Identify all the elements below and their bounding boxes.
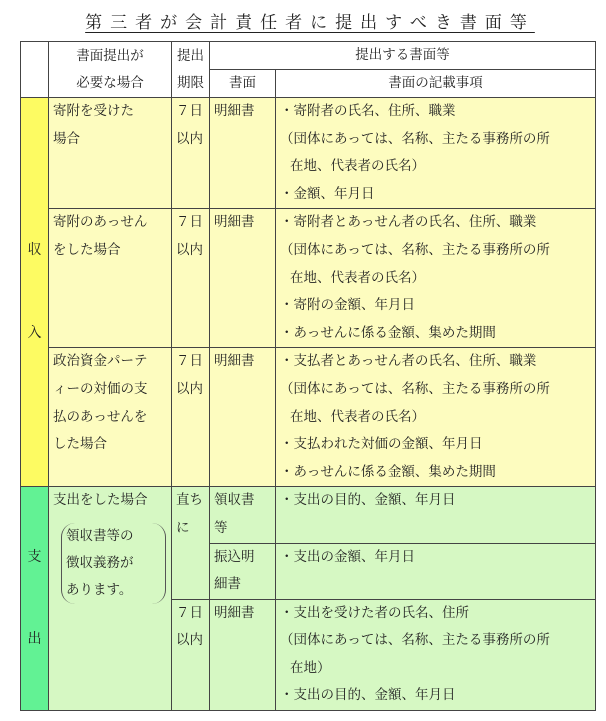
- income-row-party-mediation: [21, 348, 596, 487]
- header-deadline: [172, 42, 210, 98]
- content-line: ・支出の金額、年月日: [280, 548, 415, 565]
- contents-cell: [276, 209, 596, 348]
- content-line: （団体にあっては、名称、主たる事務所の所: [280, 130, 550, 147]
- documents-table: [20, 41, 596, 711]
- document-type-cell: [210, 98, 276, 209]
- case-line: ィーの対価の支: [53, 380, 148, 397]
- deadline-line: 以内: [176, 632, 203, 649]
- contents-cell: [276, 487, 596, 543]
- income-row-donation: [21, 98, 596, 209]
- header-contents: 書面の記載事項: [276, 70, 596, 98]
- content-line: 在地、代表者の氏名）: [290, 269, 425, 286]
- content-line: 在地、代表者の氏名）: [290, 408, 425, 425]
- note-line: 徴収義務が: [66, 554, 134, 571]
- expense-row-receipt: [21, 487, 596, 543]
- header-deadline-line: 期限: [177, 74, 204, 91]
- case-line: 政治資金パーテ: [53, 353, 148, 370]
- deadline-line: ７日: [176, 103, 203, 119]
- deadline-cell: [172, 599, 210, 710]
- page-title: 第三者が会計責任者に提出すべき書面等: [85, 13, 535, 33]
- document-type-line: 明細書: [214, 214, 255, 231]
- deadline-line: ７日: [176, 353, 203, 370]
- category-expense-char: 支: [27, 548, 42, 565]
- deadline-line: 以内: [176, 130, 203, 147]
- case-line: 払のあっせんを: [53, 408, 148, 425]
- case-cell: [49, 348, 172, 487]
- document-type-cell: [210, 348, 276, 487]
- content-line: ・あっせんに係る金額、集めた期間: [280, 324, 496, 341]
- case-line: 寄附のあっせん: [53, 214, 148, 231]
- case-line: 支出をした場合: [53, 492, 148, 509]
- income-row-donation-mediation: [21, 209, 596, 348]
- document-type-line: 明細書: [214, 103, 255, 119]
- category-income-char: 収: [27, 242, 42, 259]
- header-document-type: 書面: [210, 70, 276, 98]
- document-type-cell: [210, 543, 276, 599]
- category-expense-char: 出: [27, 631, 42, 648]
- note-line: 領収書等の: [66, 527, 134, 544]
- header-case-line: 必要な場合: [76, 74, 144, 91]
- content-line: （団体にあっては、名称、主たる事務所の所: [280, 632, 550, 649]
- case-line: 場合: [53, 130, 80, 147]
- header-case: [49, 42, 172, 98]
- content-line: （団体にあっては、名称、主たる事務所の所: [280, 380, 550, 397]
- case-cell-expense: [49, 487, 172, 711]
- content-line: ・あっせんに係る金額、集めた期間: [280, 463, 496, 480]
- document-type-cell: [210, 209, 276, 348]
- header-documents-group: 提出する書面等: [210, 42, 596, 70]
- deadline-line: ７日: [176, 214, 203, 231]
- header-category-cell: [21, 42, 49, 98]
- deadline-line: 以内: [176, 241, 203, 258]
- document-type-line: 領収書: [214, 492, 255, 509]
- content-line: ・支出の目的、金額、年月日: [280, 687, 456, 704]
- deadline-cell: [172, 209, 210, 348]
- content-line: 在地、代表者の氏名）: [290, 158, 425, 175]
- deadline-line: ７日: [176, 604, 203, 621]
- document-type-line: 細書: [214, 576, 241, 593]
- category-income-char: 入: [27, 324, 42, 341]
- case-line: をした場合: [53, 241, 121, 258]
- deadline-cell: [172, 98, 210, 209]
- note-line: あります。: [66, 581, 133, 598]
- content-line: ・支払われた対価の金額、年月日: [280, 436, 483, 453]
- contents-cell: [276, 98, 596, 209]
- deadline-cell: [172, 487, 210, 599]
- contents-cell: [276, 599, 596, 710]
- category-income: [21, 98, 49, 487]
- content-line: ・支出の目的、金額、年月日: [280, 492, 456, 509]
- document-type-line: 明細書: [214, 604, 255, 621]
- content-line: ・寄附者の氏名、住所、職業: [280, 103, 456, 119]
- header-case-line: 書面提出が: [76, 47, 144, 64]
- content-line: ・寄附の金額、年月日: [280, 297, 415, 314]
- case-line: した場合: [53, 436, 107, 453]
- contents-cell: [276, 348, 596, 487]
- header-deadline-line: 提出: [177, 47, 204, 64]
- document-type-line: 等: [214, 519, 228, 536]
- content-line: ・金額、年月日: [280, 185, 375, 202]
- deadline-line: に: [176, 519, 190, 536]
- deadline-cell: [172, 348, 210, 487]
- document-type-cell: [210, 487, 276, 543]
- contents-cell: [276, 543, 596, 599]
- case-cell: [49, 209, 172, 348]
- content-line: （団体にあっては、名称、主たる事務所の所: [280, 241, 550, 258]
- content-line: ・支払者とあっせん者の氏名、住所、職業: [280, 353, 537, 370]
- category-expense: [21, 487, 49, 711]
- content-line: ・寄附者とあっせん者の氏名、住所、職業: [280, 214, 537, 231]
- deadline-line: 以内: [176, 380, 203, 397]
- case-cell: [49, 98, 172, 209]
- table-header-row-1: [21, 42, 596, 70]
- case-line: 寄附を受けた: [53, 103, 134, 119]
- content-line: ・支出を受けた者の氏名、住所: [280, 604, 469, 621]
- content-line: 在地）: [290, 659, 331, 676]
- deadline-line: 直ち: [176, 492, 203, 509]
- receipt-obligation-note: [61, 523, 166, 604]
- document-type-line: 明細書: [214, 353, 255, 370]
- document-type-line: 振込明: [214, 548, 255, 565]
- document-type-cell: [210, 599, 276, 710]
